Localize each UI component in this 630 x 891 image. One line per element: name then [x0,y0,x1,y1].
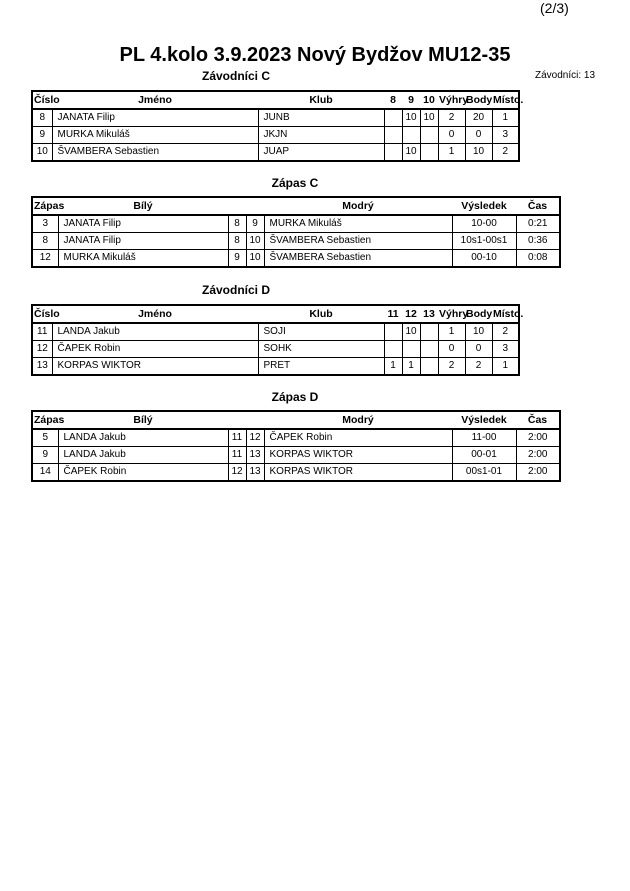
white-name: LANDA Jakub [58,447,228,464]
white-number: 11 [228,429,246,447]
blue-number: 10 [246,233,264,250]
blue-name: ČAPEK Robin [264,429,452,447]
col-header: Čas [516,411,560,429]
wins-cell: 2 [438,109,465,127]
white-number: 11 [228,447,246,464]
white-name: LANDA Jakub [58,429,228,447]
col-header: Klub [258,91,384,109]
col-header: Modrý [264,197,452,215]
result-cell: 10 [420,109,438,127]
col-header: Zápas [32,197,58,215]
col-header: Modrý [264,411,452,429]
match-number: 12 [32,250,58,268]
blue-name: KORPAS WIKTOR [264,447,452,464]
competitor-club: JUAP [258,144,384,162]
points-cell: 0 [465,341,492,358]
table-row [32,127,519,144]
competitor-club: JUNB [258,109,384,127]
competitor-club: SOHK [258,341,384,358]
white-name: ČAPEK Robin [58,464,228,482]
match-result: 00s1-01 [452,464,516,482]
col-header: Místo. [492,91,519,109]
match-number: 9 [32,447,58,464]
col-header-spacer [246,197,264,215]
matches-c-heading: Zápas C [271,176,319,190]
table-row [32,250,560,268]
col-header-spacer [228,411,246,429]
competitors-count: Závodníci: 13 [535,70,596,81]
competitor-number: 12 [32,341,52,358]
table-row [32,215,560,233]
result-cell: 10 [402,109,420,127]
result-cell [402,341,420,358]
col-header: Jméno [52,305,258,323]
competitor-club: PRET [258,358,384,376]
competitor-name: LANDA Jakub [52,323,258,341]
col-header: Body [465,91,492,109]
page-title: PL 4.kolo 3.9.2023 Nový Bydžov MU12-35 [119,44,511,66]
match-number: 3 [32,215,58,233]
match-time: 0:21 [516,215,560,233]
blue-number: 9 [246,215,264,233]
col-header: 13 [420,305,438,323]
blue-number: 13 [246,447,264,464]
match-result: 00-01 [452,447,516,464]
blue-name: ŠVAMBERA Sebastien [264,250,452,268]
col-header: Zápas [32,411,58,429]
blue-number: 13 [246,464,264,482]
result-cell [402,127,420,144]
place-cell: 2 [492,323,519,341]
col-header: 11 [384,305,402,323]
group-d-heading: Závodníci D [201,283,270,297]
result-cell [420,358,438,376]
white-name: MURKA Mikuláš [58,250,228,268]
result-cell [420,144,438,162]
result-cell: 1 [402,358,420,376]
competitor-number: 11 [32,323,52,341]
points-cell: 2 [465,358,492,376]
white-number: 8 [228,233,246,250]
white-number: 12 [228,464,246,482]
col-header: Číslo [32,305,52,323]
result-cell [384,127,402,144]
table-row [32,233,560,250]
wins-cell: 0 [438,127,465,144]
result-cell [420,341,438,358]
col-header: Klub [258,305,384,323]
competitor-number: 10 [32,144,52,162]
col-header: Bílý [58,197,228,215]
result-cell [420,127,438,144]
match-time: 0:08 [516,250,560,268]
blue-name: KORPAS WIKTOR [264,464,452,482]
match-time: 2:00 [516,429,560,447]
table-header-row [32,197,560,215]
table-row [32,429,560,447]
competitor-club: SOJI [258,323,384,341]
competitor-number: 13 [32,358,52,376]
col-header: Výsledek [452,411,516,429]
col-header: Výhry [438,91,465,109]
place-cell: 1 [492,358,519,376]
match-number: 8 [32,233,58,250]
table-row [32,341,519,358]
table-header-row [32,305,519,323]
wins-cell: 2 [438,358,465,376]
matches-d-heading: Zápas D [271,390,319,404]
competitor-name: ŠVAMBERA Sebastien [52,144,258,162]
result-cell: 10 [402,144,420,162]
competitor-number: 8 [32,109,52,127]
match-number: 14 [32,464,58,482]
table-row [32,447,560,464]
col-header-spacer [228,197,246,215]
wins-cell: 1 [438,323,465,341]
table-row [32,109,519,127]
points-cell: 0 [465,127,492,144]
group-d-table [31,304,524,376]
table-header-row [32,91,519,109]
blue-name: MURKA Mikuláš [264,215,452,233]
col-header: 10 [420,91,438,109]
col-header: Body [465,305,492,323]
result-cell: 1 [384,358,402,376]
match-time: 2:00 [516,464,560,482]
points-cell: 10 [465,144,492,162]
result-cell [384,323,402,341]
table-row [32,144,519,162]
blue-number: 12 [246,429,264,447]
competitor-name: KORPAS WIKTOR [52,358,258,376]
col-header: Číslo [32,91,52,109]
competitor-name: MURKA Mikuláš [52,127,258,144]
col-header: Čas [516,197,560,215]
wins-cell: 0 [438,341,465,358]
col-header: 8 [384,91,402,109]
match-result: 00-10 [452,250,516,268]
match-time: 0:36 [516,233,560,250]
place-cell: 3 [492,341,519,358]
group-c-table [31,90,524,162]
table-row [32,464,560,482]
points-cell: 10 [465,323,492,341]
col-header-spacer [246,411,264,429]
match-result: 11-00 [452,429,516,447]
competitor-name: JANATA Filip [52,109,258,127]
col-header: Bílý [58,411,228,429]
col-header: Výsledek [452,197,516,215]
table-row [32,358,519,376]
result-cell [420,323,438,341]
result-cell [384,144,402,162]
match-result: 10s1-00s1 [452,233,516,250]
blue-name: ŠVAMBERA Sebastien [264,233,452,250]
competitor-name: ČAPEK Robin [52,341,258,358]
white-number: 9 [228,250,246,268]
result-cell [384,109,402,127]
competitor-number: 9 [32,127,52,144]
matches-c-table [31,196,561,268]
blue-number: 10 [246,250,264,268]
matches-d-table [31,410,561,482]
place-cell: 2 [492,144,519,162]
col-header: Jméno [52,91,258,109]
page-number: (2/3) [540,0,569,16]
col-header: Výhry [438,305,465,323]
place-cell: 3 [492,127,519,144]
table-header-row [32,411,560,429]
col-header: Místo. [492,305,519,323]
points-cell: 20 [465,109,492,127]
col-header: 12 [402,305,420,323]
competitor-club: JKJN [258,127,384,144]
group-c-heading: Závodníci C [201,69,270,83]
match-time: 2:00 [516,447,560,464]
white-name: JANATA Filip [58,233,228,250]
white-name: JANATA Filip [58,215,228,233]
table-row [32,323,519,341]
match-number: 5 [32,429,58,447]
result-cell [384,341,402,358]
place-cell: 1 [492,109,519,127]
col-header: 9 [402,91,420,109]
white-number: 8 [228,215,246,233]
wins-cell: 1 [438,144,465,162]
result-cell: 10 [402,323,420,341]
match-result: 10-00 [452,215,516,233]
